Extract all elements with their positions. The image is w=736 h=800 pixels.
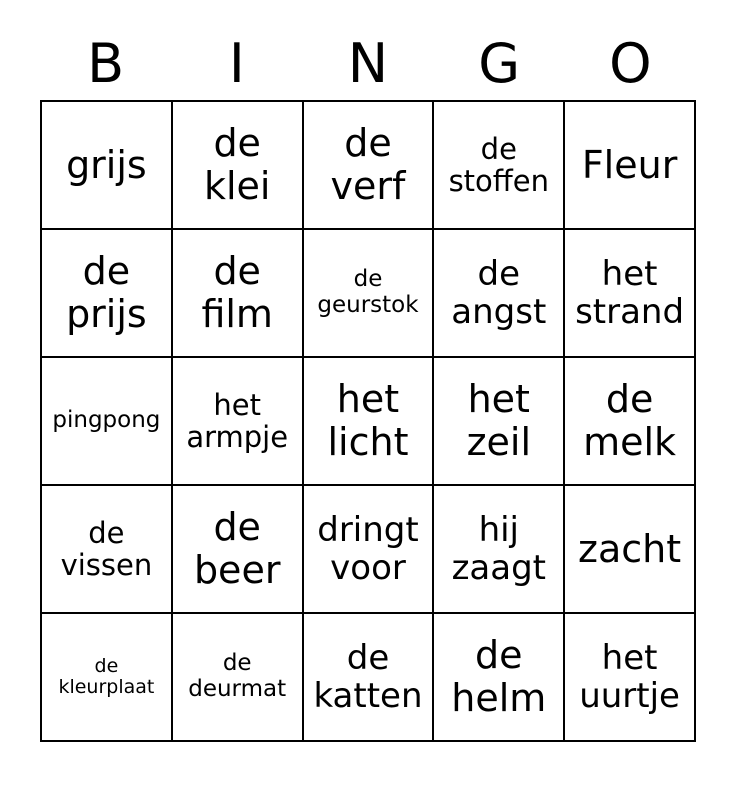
- bingo-cell[interactable]: [304, 486, 435, 614]
- bingo-cell-line: de: [82, 249, 131, 294]
- bingo-cell-line: vissen: [60, 548, 153, 582]
- bingo-cell[interactable]: [173, 486, 304, 614]
- header-letter-i: I: [228, 32, 245, 95]
- bingo-cell-line: zaagt: [451, 548, 546, 588]
- bingo-cell-line: beer: [193, 548, 281, 592]
- bingo-cell-line: licht: [327, 420, 409, 464]
- bingo-cell-line: het: [601, 637, 658, 678]
- bingo-cell-line: pingpong: [52, 407, 161, 434]
- bingo-cell-line: klei: [203, 164, 271, 208]
- bingo-cell-line: film: [201, 292, 273, 336]
- bingo-cell[interactable]: [173, 102, 304, 230]
- bingo-cell[interactable]: [304, 230, 435, 358]
- bingo-cell-line: angst: [451, 292, 547, 332]
- bingo-cell[interactable]: [42, 230, 173, 358]
- bingo-cell-line: de: [344, 121, 392, 166]
- bingo-cell[interactable]: [434, 614, 565, 742]
- bingo-cell[interactable]: [434, 358, 565, 486]
- bingo-cell[interactable]: [304, 358, 435, 486]
- bingo-cell[interactable]: [565, 614, 696, 742]
- bingo-cell[interactable]: [434, 102, 565, 230]
- header-letter-o: O: [609, 32, 652, 95]
- bingo-header: [40, 28, 696, 100]
- bingo-cell-line: de: [88, 515, 125, 550]
- bingo-cell[interactable]: [304, 614, 435, 742]
- bingo-row: [42, 358, 696, 486]
- header-letter-n: N: [347, 32, 389, 95]
- bingo-cell[interactable]: [173, 614, 304, 742]
- bingo-cell-line: geurstok: [317, 292, 419, 318]
- bingo-cell[interactable]: [173, 230, 304, 358]
- bingo-cell-line: de: [94, 654, 119, 677]
- bingo-cell[interactable]: [565, 358, 696, 486]
- bingo-cell[interactable]: [42, 102, 173, 230]
- bingo-cell-line: zacht: [578, 526, 682, 571]
- bingo-cell[interactable]: [565, 230, 696, 358]
- bingo-row: [42, 614, 696, 742]
- bingo-cell-line: de: [222, 650, 252, 677]
- bingo-cell-line: deurmat: [188, 676, 287, 702]
- bingo-cell-line: katten: [313, 676, 423, 716]
- bingo-cell-line: het: [601, 253, 658, 294]
- bingo-cell-line: uurtje: [579, 676, 680, 716]
- bingo-cell-line: stoffen: [448, 164, 549, 198]
- bingo-cell[interactable]: [565, 102, 696, 230]
- bingo-cell-line: dringt: [317, 509, 419, 550]
- bingo-grid: [40, 100, 696, 742]
- bingo-cell-line: het: [336, 377, 400, 422]
- bingo-cell-line: kleurplaat: [58, 676, 155, 698]
- bingo-row: [42, 486, 696, 614]
- bingo-cell-line: hij: [478, 509, 520, 550]
- bingo-cell[interactable]: [42, 358, 173, 486]
- bingo-cell-line: de: [213, 249, 261, 294]
- bingo-cell-line: verf: [330, 164, 406, 208]
- bingo-cell[interactable]: [304, 102, 435, 230]
- bingo-cell-line: zeil: [466, 420, 532, 464]
- bingo-cell-line: de: [605, 377, 654, 422]
- bingo-cell-line: het: [467, 377, 530, 422]
- bingo-cell[interactable]: [42, 486, 173, 614]
- bingo-cell-line: grijs: [66, 142, 147, 187]
- bingo-row: [42, 102, 696, 230]
- bingo-cell-line: prijs: [66, 292, 147, 336]
- bingo-row: [42, 230, 696, 358]
- bingo-card: [40, 28, 696, 742]
- bingo-cell-line: Fleur: [581, 142, 678, 187]
- bingo-cell-line: helm: [451, 676, 547, 720]
- bingo-cell-line: de: [213, 505, 261, 550]
- bingo-cell-line: melk: [583, 420, 677, 464]
- header-letter-b: B: [87, 32, 125, 95]
- bingo-cell-line: de: [480, 131, 517, 166]
- bingo-cell-line: het: [213, 387, 261, 422]
- bingo-cell-line: strand: [575, 292, 685, 332]
- bingo-cell-line: de: [346, 637, 390, 678]
- bingo-cell-line: de: [353, 266, 383, 293]
- bingo-cell[interactable]: [173, 358, 304, 486]
- header-letter-g: G: [478, 32, 521, 95]
- bingo-cell[interactable]: [434, 486, 565, 614]
- bingo-cell-line: de: [475, 633, 523, 678]
- bingo-cell-line: voor: [330, 548, 406, 588]
- bingo-cell[interactable]: [565, 486, 696, 614]
- bingo-cell-line: armpje: [186, 420, 289, 454]
- bingo-cell[interactable]: [42, 614, 173, 742]
- bingo-cell-line: de: [477, 253, 521, 294]
- bingo-cell-line: de: [213, 121, 261, 166]
- bingo-cell[interactable]: [434, 230, 565, 358]
